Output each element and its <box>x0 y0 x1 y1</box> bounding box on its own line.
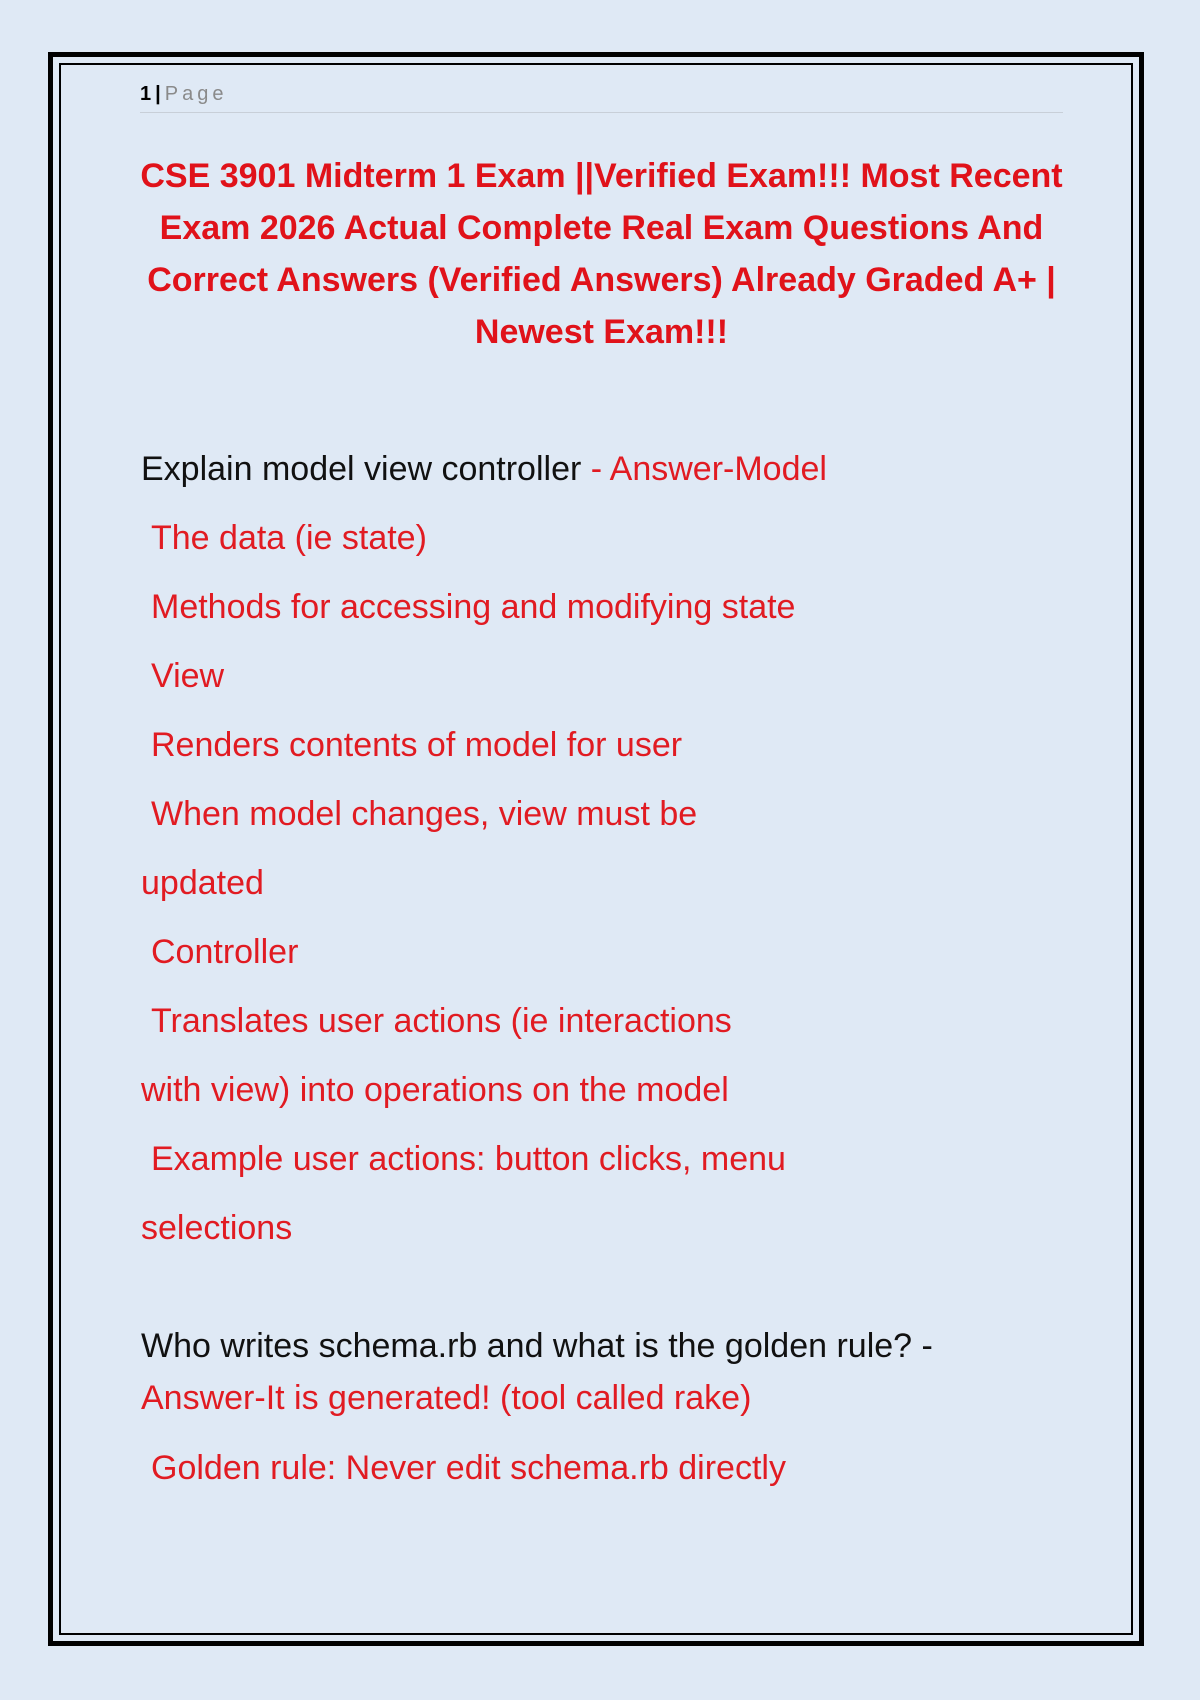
spacer <box>141 1268 1061 1320</box>
answer-line: The data (ie state) <box>151 519 427 557</box>
page-number: 1 <box>140 83 152 105</box>
answer-line: Translates user actions (ie interactions <box>151 1002 732 1040</box>
answer-line: updated <box>141 864 264 902</box>
answer-line: View <box>151 657 225 695</box>
qa-content <box>141 440 1061 1508</box>
answer-line: Renders contents of model for user <box>151 726 683 764</box>
answer-text: - Answer-Model <box>590 450 827 488</box>
answer-line: selections <box>141 1209 293 1247</box>
question-text: Explain model view controller <box>141 450 582 488</box>
document-title: CSE 3901 Midterm 1 Exam ||Verified Exam!!! Most Recent Exam 2026 Actual Complete Real Exam Questions And Correct Answers (Verified Answers) Already Graded A+ | Newest Exam!!! <box>140 157 1063 351</box>
answer-line: When model changes, view must be <box>151 795 698 833</box>
question-line <box>141 440 1061 509</box>
answer-line: Methods for accessing and modifying state <box>151 588 796 626</box>
page-separator: | <box>155 83 161 105</box>
answer-line: Controller <box>151 933 299 971</box>
question-text: Who writes schema.rb and what is the golden rule? - <box>141 1327 933 1365</box>
answer-line: with view) into operations on the model <box>141 1071 729 1109</box>
page-header <box>140 80 1063 113</box>
page-label: Page <box>164 83 228 105</box>
answer-line: Answer-It is generated! (tool called rake) <box>141 1379 752 1417</box>
answer-line: Example user actions: button clicks, menu <box>151 1140 786 1178</box>
answer-line: Golden rule: Never edit schema.rb directly <box>151 1449 786 1487</box>
